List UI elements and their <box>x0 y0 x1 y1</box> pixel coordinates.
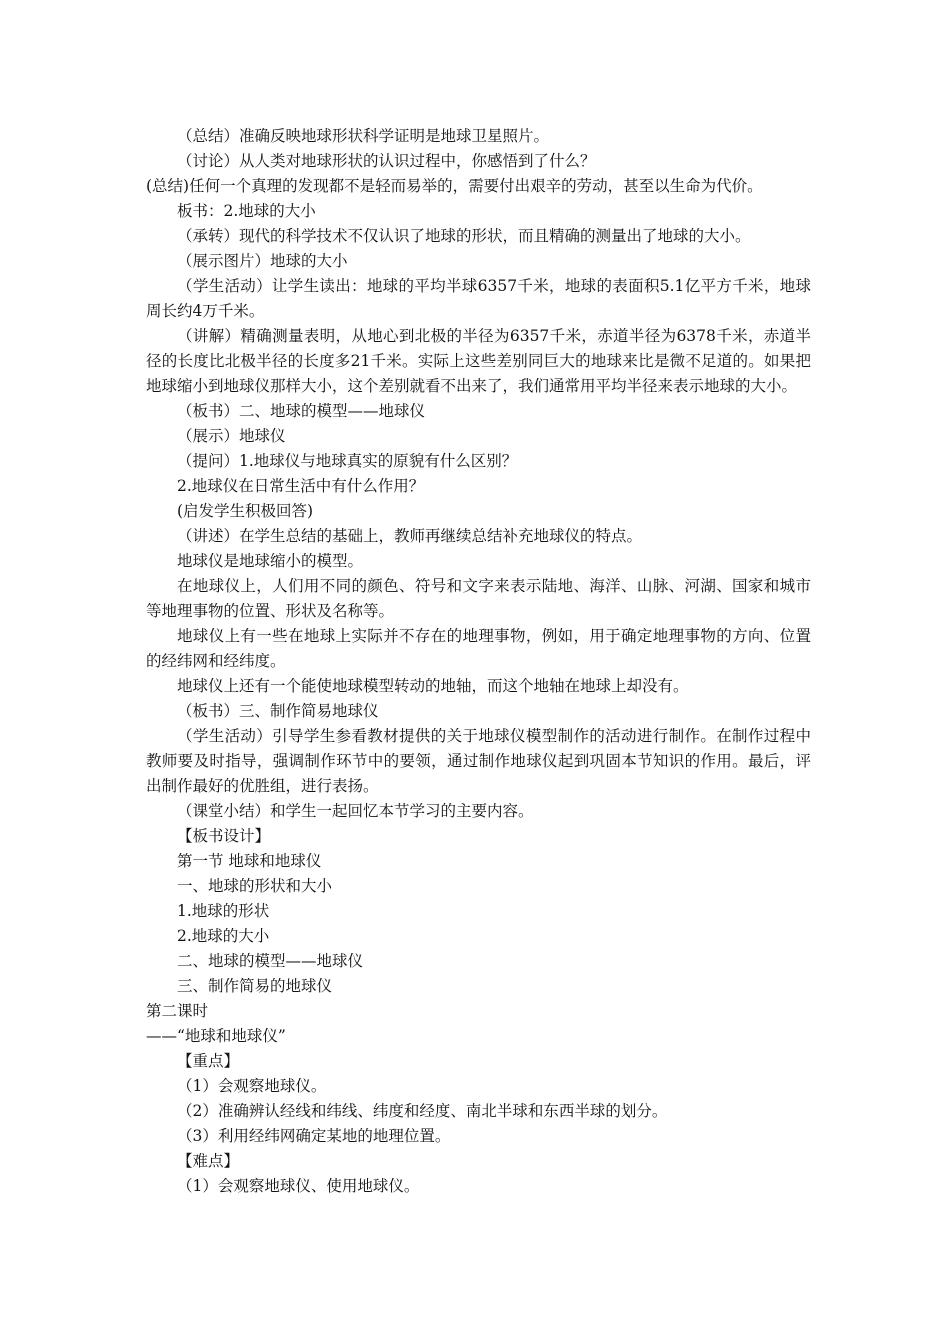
paragraph-globe-symbols: 在地球仪上，人们用不同的颜色、符号和文字来表示陆地、海洋、山脉、河湖、国家和城市等地理事物的位置、形状及名称等。 <box>146 577 811 620</box>
paragraph-lecture: （讲述）在学生总结的基础上，教师再继续总结补充地球仪的特点。 <box>177 527 643 545</box>
paragraph-key-point-2: （2）准确辨认经线和纬线、纬度和经度、南北半球和东西半球的划分。 <box>177 1102 668 1120</box>
paragraph-board-item-1: 一、地球的形状和大小 <box>177 877 333 895</box>
paragraph-student-activity-read: （学生活动）让学生读出：地球的平均半球6357千米，地球的表面积5.1亿平方千米，地球周长约4万千米。 <box>146 277 811 320</box>
paragraph-second-lesson: 第二课时 <box>146 1002 209 1020</box>
paragraph-key-points-heading: 【重点】 <box>177 1052 240 1070</box>
paragraph-summary-satellite: （总结）准确反映地球形状科学证明是地球卫星照片。 <box>177 127 550 145</box>
paragraph-board-size: 板书：2.地球的大小 <box>177 202 316 220</box>
paragraph-discussion: （讨论）从人类对地球形状的认识过程中，你感悟到了什么？ <box>177 152 596 170</box>
paragraph-explanation-radius: （讲解）精确测量表明，从地心到北极的半径为6357千米，赤道半径为6378千米，赤道半径的长度比北极半径的长度多21千米。实际上这些差别同巨大的地球来比是微不足道的。如果把地球缩小到地球仪那样大小，这个差别就看不出来了，我们通常用平均半径来表示地球的大小。 <box>146 327 811 395</box>
paragraph-globe-grid: 地球仪上有一些在地球上实际并不存在的地理事物，例如，用于确定地理事物的方向、位置的经纬网和经纬度。 <box>146 627 811 670</box>
paragraph-globe-definition: 地球仪是地球缩小的模型。 <box>177 552 364 570</box>
paragraph-prompt-answer: (启发学生积极回答) <box>177 502 314 520</box>
paragraph-key-point-3: （3）利用经纬网确定某地的地理位置。 <box>177 1127 451 1145</box>
paragraph-question-1: （提问）1.地球仪与地球真实的原貌有什么区别？ <box>177 452 518 470</box>
document-body <box>146 124 811 1199</box>
paragraph-key-point-1: （1）会观察地球仪。 <box>177 1077 327 1095</box>
paragraph-transition: （承转）现代的科学技术不仅认识了地球的形状，而且精确的测量出了地球的大小。 <box>177 227 751 245</box>
paragraph-board-item-1-1: 1.地球的形状 <box>177 902 270 920</box>
paragraph-student-activity-make: （学生活动）引导学生参看教材提供的关于地球仪模型制作的活动进行制作。在制作过程中教师要及时指导，强调制作环节中的要领，通过制作地球仪起到巩固本节知识的作用。最后，评出制作最好的优胜组，进行表扬。 <box>146 727 811 795</box>
paragraph-board-item-2: 二、地球的模型——地球仪 <box>177 952 364 970</box>
paragraph-difficulties-heading: 【难点】 <box>177 1152 240 1170</box>
paragraph-board-make: （板书）三、制作简易地球仪 <box>177 702 379 720</box>
paragraph-board-section-title: 第一节 地球和地球仪 <box>177 852 322 870</box>
paragraph-question-2: 2.地球仪在日常生活中有什么作用？ <box>177 477 425 495</box>
paragraph-difficulty-1: （1）会观察地球仪、使用地球仪。 <box>177 1177 420 1195</box>
paragraph-show-image: （展示图片）地球的大小 <box>177 252 348 270</box>
paragraph-board-model: （板书）二、地球的模型——地球仪 <box>177 402 426 420</box>
paragraph-lesson-subtitle: ——“地球和地球仪” <box>146 1027 286 1045</box>
paragraph-board-design-heading: 【板书设计】 <box>177 827 271 845</box>
paragraph-summary-truth: (总结)任何一个真理的发现都不是轻而易举的，需要付出艰辛的劳动，甚至以生命为代价。 <box>146 177 763 195</box>
paragraph-board-item-3: 三、制作简易的地球仪 <box>177 977 333 995</box>
paragraph-globe-axis: 地球仪上还有一个能使地球模型转动的地轴，而这个地轴在地球上却没有。 <box>177 677 689 695</box>
paragraph-show-globe: （展示）地球仪 <box>177 427 286 445</box>
paragraph-class-summary: （课堂小结）和学生一起回忆本节学习的主要内容。 <box>177 802 534 820</box>
paragraph-board-item-1-2: 2.地球的大小 <box>177 927 270 945</box>
